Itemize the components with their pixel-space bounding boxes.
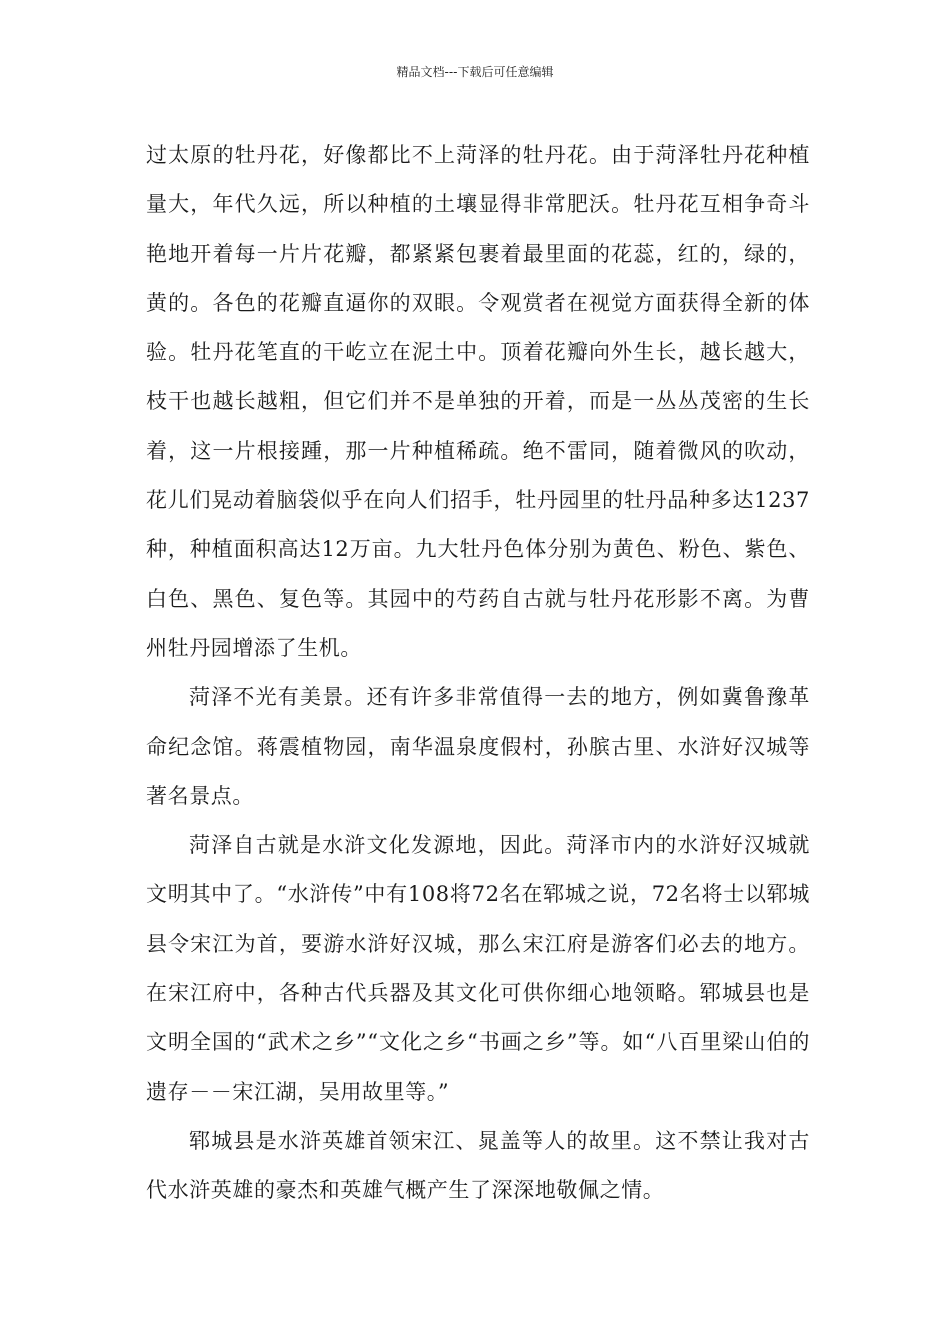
paragraph-water-margin-culture: 菏泽自古就是水浒文化发源地，因此。菏泽市内的水浒好汉城就文明其中了。“水浒传”中有108将72名在郓城之说，72名将士以郓城县令宋江为首，要游水浒好汉城，那么宋江府是游客们必去的地方。在宋江府中，各种古代兵器及其文化可供你细心地领略。郓城县也是文明全国的“武术之乡”“文化之乡“书画之乡”等。如“八百里梁山伯的遗存－－宋江湖，吴用故里等。” (146, 833, 810, 1104)
page-header: 精品文档---下载后可任意编辑 (396, 65, 554, 79)
paragraph-peony-description: 过太原的牡丹花，好像都比不上菏泽的牡丹花。由于菏泽牡丹花种植量大，年代久远，所以种植的土壤显得非常肥沃。牡丹花互相争奇斗艳地开着每一片片花瓣，都紧紧包裹着最里面的花蕊，红的，绿的，黄的。各色的花瓣直逼你的双眼。令观赏者在视觉方面获得全新的体验。牡丹花笔直的干屹立在泥土中。顶着花瓣向外生长，越长越大，枝干也越长越粗，但它们并不是单独的开着，而是一丛丛茂密的生长着，这一片根接踵，那一片种植稀疏。绝不雷同，随着微风的吹动，花儿们晃动着脑袋似乎在向人们招手，牡丹园里的牡丹品种多达1237种，种植面积高达12万亩。九大牡丹色体分别为黄色、粉色、紫色、白色、黑色、复色等。其园中的芍药自古就与牡丹花形影不离。为曹州牡丹园增添了生机。 (146, 143, 810, 660)
document-body (146, 131, 810, 1216)
paragraph-yuncheng-heroes: 郓城县是水浒英雄首领宋江、晁盖等人的故里。这不禁让我对古代水浒英雄的豪杰和英雄气概产生了深深地敬佩之情。 (146, 1128, 810, 1203)
paragraph-heze-attractions: 菏泽不光有美景。还有许多非常值得一去的地方，例如冀鲁豫革命纪念馆。蒋震植物园，南华温泉度假村，孙膑古里、水浒好汉城等著名景点。 (146, 685, 810, 808)
